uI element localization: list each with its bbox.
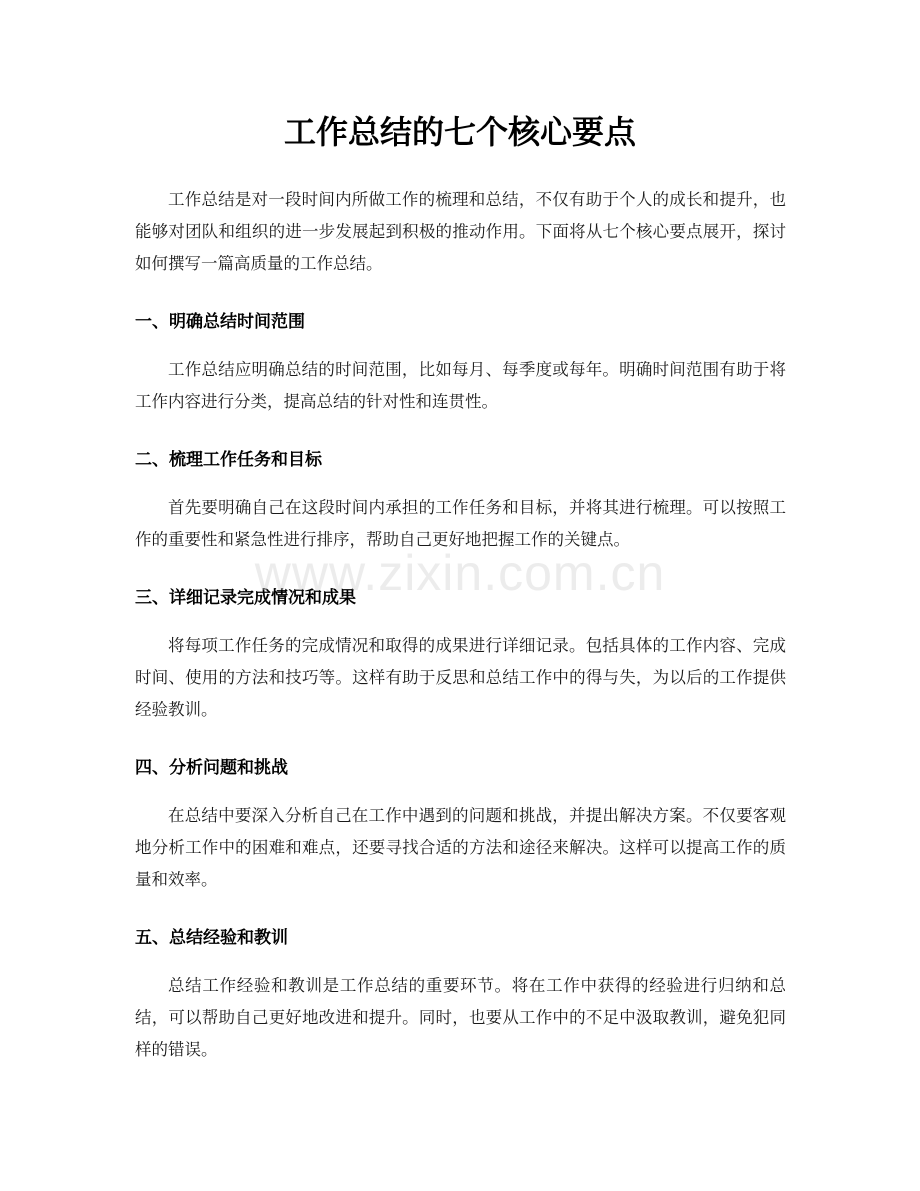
section-heading-1: 一、明确总结时间范围 [135,312,305,332]
section-heading-4: 四、分析问题和挑战 [135,758,288,778]
section-body-1: 工作总结应明确总结的时间范围，比如每月、每季度或每年。明确时间范围有助于将工作内容进行分类，提高总结的针对性和连贯性。 [135,360,786,411]
section-body-4: 在总结中要深入分析自己在工作中遇到的问题和挑战，并提出解决方案。不仅要客观地分析工作中的困难和难点，还要寻找合适的方法和途径来解决。这样可以提高工作的质量和效率。 [135,806,786,889]
section-body-3: 将每项工作任务的完成情况和取得的成果进行详细记录。包括具体的工作内容、完成时间、使用的方法和技巧等。这样有助于反思和总结工作中的得与失，为以后的工作提供经验教训。 [135,636,786,719]
section-heading-5: 五、总结经验和教训 [135,928,288,948]
section-heading-3: 三、详细记录完成情况和成果 [135,588,356,608]
section-body-5: 总结工作经验和教训是工作总结的重要环节。将在工作中获得的经验进行归纳和总结，可以帮助自己更好地改进和提升。同时，也要从工作中的不足中汲取教训，避免犯同样的错误。 [135,976,786,1059]
document-body [135,184,786,1066]
document-title: 工作总结的七个核心要点 [283,113,636,151]
intro-paragraph: 工作总结是对一段时间内所做工作的梳理和总结，不仅有助于个人的成长和提升，也能够对团队和组织的进一步发展起到积极的推动作用。下面将从七个核心要点展开，探讨如何撰写一篇高质量的工作总结。 [135,190,786,273]
section-body-2: 首先要明确自己在这段时间内承担的工作任务和目标，并将其进行梳理。可以按照工作的重要性和紧急性进行排序，帮助自己更好地把握工作的关键点。 [135,498,786,549]
section-heading-2: 二、梳理工作任务和目标 [135,450,322,470]
watermark: www.zixin.com.cn [254,545,666,601]
